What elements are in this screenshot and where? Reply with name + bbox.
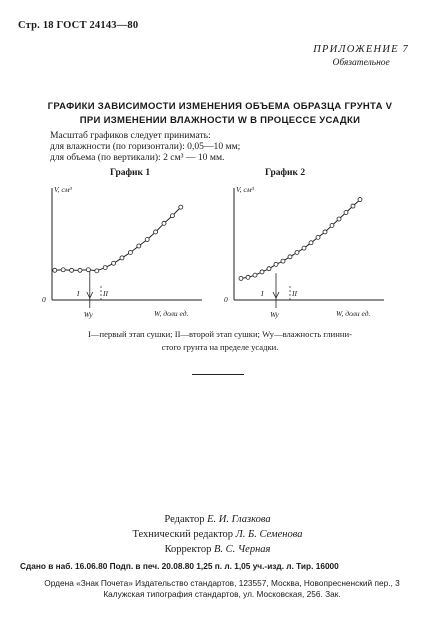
data-point	[95, 269, 99, 273]
y-axis-label: V, см³	[236, 185, 254, 194]
editor-name: Л. Б. Семенова	[235, 529, 303, 540]
publisher-line: Ордена «Знак Почета» Издательство стандартов, 123557, Москва, Новопресненский пер., 3	[44, 578, 400, 588]
appendix-subtitle: Обязательное	[332, 58, 390, 68]
data-point	[86, 268, 90, 272]
scale-note	[50, 130, 240, 163]
data-point	[351, 204, 355, 208]
data-point	[128, 250, 132, 254]
editor-role: Редактор	[164, 514, 205, 525]
zone-label-i: I	[261, 289, 264, 298]
publisher-block	[22, 578, 422, 600]
wy-label: Wy	[270, 310, 279, 319]
editor-name: Е. И. Глазкова	[207, 514, 271, 525]
imprint-line: Сдано в наб. 16.06.80 Подп. в печ. 20.08.80 1,25 п. л. 1,05 уч.-изд. л. Тир. 16000	[20, 561, 339, 571]
x-axis-label: W, доли ед.	[336, 309, 371, 318]
data-point	[260, 270, 264, 274]
data-point	[246, 275, 250, 279]
data-point	[323, 230, 327, 234]
data-point	[239, 276, 243, 280]
data-point	[170, 214, 174, 218]
data-point	[281, 259, 285, 263]
data-point	[179, 205, 183, 209]
data-point	[61, 268, 65, 272]
graph-1-plot	[40, 185, 210, 338]
divider	[192, 374, 244, 375]
data-point	[316, 235, 320, 239]
data-point	[112, 261, 116, 265]
wy-label: Wy	[83, 310, 93, 319]
data-point	[330, 223, 334, 227]
figure-caption	[40, 328, 400, 354]
editor-line	[0, 512, 435, 527]
appendix-title: ПРИЛОЖЕНИЕ 7	[313, 44, 409, 55]
data-point	[145, 238, 149, 242]
x-axis-label: W, доли ед.	[154, 309, 189, 318]
title-line: ПРИ ИЗМЕНЕНИИ ВЛАЖНОСТИ W В ПРОЦЕССЕ УСАДКИ	[79, 115, 361, 126]
graph-1-title: График 1	[110, 168, 151, 178]
data-point	[309, 241, 313, 245]
scale-line: для влажности (по горизонтали): 0,05—10 мм;	[50, 141, 241, 152]
origin-label: 0	[42, 295, 46, 304]
caption-line: стого грунта на пределе усадки.	[161, 342, 279, 352]
data-point	[344, 211, 348, 215]
data-curve	[55, 207, 181, 271]
data-point	[358, 198, 362, 202]
editor-role: Корректор	[164, 544, 212, 555]
graph-2-title: График 2	[265, 168, 306, 178]
data-point	[154, 230, 158, 234]
editors-block	[0, 512, 435, 557]
page-header: Стр. 18 ГОСТ 24143—80	[18, 20, 139, 31]
graph-2-plot	[222, 185, 392, 338]
data-point	[302, 246, 306, 250]
y-axis-label: V, см³	[54, 185, 72, 194]
data-point	[162, 221, 166, 225]
data-point	[295, 250, 299, 254]
data-point	[53, 268, 57, 272]
data-point	[120, 256, 124, 260]
zone-label-ii: II	[292, 289, 297, 298]
editor-line	[0, 542, 435, 557]
scale-line: для объема (по вертикали): 2 см³ — 10 мм.	[50, 152, 225, 163]
caption-line: I—первый этап сушки; II—второй этап сушки; Wy—влажность глинни-	[88, 329, 352, 339]
data-point	[253, 273, 257, 277]
scale-line: Масштаб графиков следует принимать:	[50, 130, 211, 141]
editor-line	[0, 527, 435, 542]
title-line: ГРАФИКИ ЗАВИСИМОСТИ ИЗМЕНЕНИЯ ОБЪЕМА ОБРАЗЦА ГРУНТА V	[47, 101, 393, 112]
editor-name: В. С. Черная	[214, 544, 271, 555]
data-point	[288, 255, 292, 259]
publisher-line: Калужская типография стандартов, ул. Московская, 256. Зак.	[103, 589, 341, 599]
zone-label-ii: II	[103, 289, 108, 298]
document-title	[30, 100, 410, 128]
data-point	[78, 268, 82, 272]
data-point	[267, 267, 271, 271]
data-point	[103, 266, 107, 270]
appendix-block	[313, 44, 409, 68]
data-point	[337, 217, 341, 221]
zone-label-i: I	[76, 289, 80, 298]
data-point	[274, 262, 278, 266]
data-curve	[241, 200, 360, 279]
data-point	[137, 244, 141, 248]
editor-role: Технический редактор	[132, 529, 234, 540]
origin-label: 0	[224, 295, 228, 304]
data-point	[70, 268, 74, 272]
